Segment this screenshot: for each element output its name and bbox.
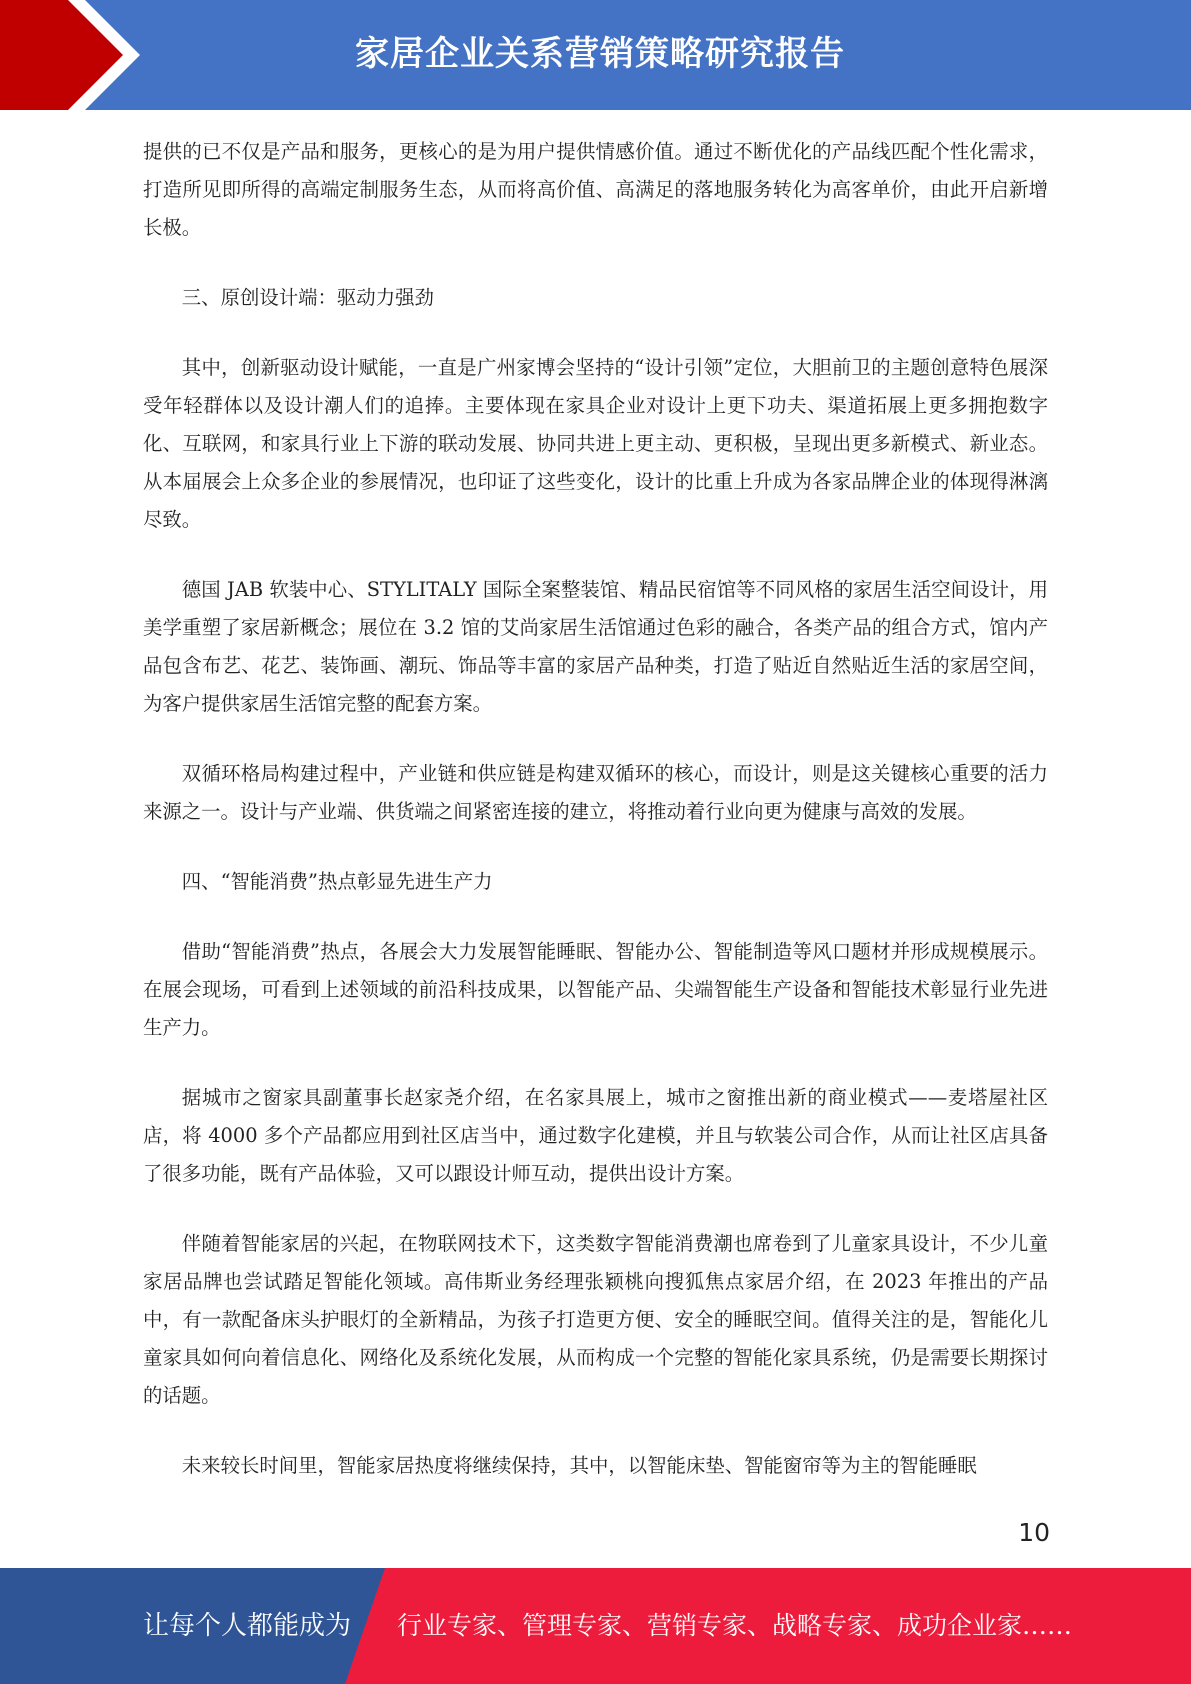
paragraph: 借助“智能消费”热点，各展会大力发展智能睡眠、智能办公、智能制造等风口题材并形成规模展示。在展会现场，可看到上述领域的前沿科技成果，以智能产品、尖端智能生产设备和智能技术彰显行业先进生产力。 <box>143 940 1048 1039</box>
paragraph: 德国 JAB 软装中心、STYLITALY 国际全案整装馆、精品民宿馆等不同风格的家居生活空间设计，用美学重塑了家居新概念；展位在 3.2 馆的艾尚家居生活馆通过色彩的融合，各类产品的组合方式，馆内产品包含布艺、花艺、装饰画、潮玩、饰品等丰富的家居产品种类，打造了贴近自然贴近生活的家居空间，为客户提供家居生活馆完整的配套方案。 <box>143 578 1048 715</box>
page-footer <box>0 1568 1191 1684</box>
document-body <box>143 133 1048 1517</box>
page-number: 10 <box>1018 1518 1050 1547</box>
footer-slogan-left: 让每个人都能成为 <box>143 1611 352 1641</box>
paragraph: 其中，创新驱动设计赋能，一直是广州家博会坚持的“设计引领”定位，大胆前卫的主题创意特色展深受年轻群体以及设计潮人们的追捧。主要体现在家具企业对设计上更下功夫、渠道拓展上更多拥抱数字化、互联网，和家具行业上下游的联动发展、协同共进上更主动、更积极，呈现出更多新模式、新业态。从本届展会上众多企业的参展情况，也印证了这些变化，设计的比重上升成为各家品牌企业的体现得淋漓尽致。 <box>143 356 1048 531</box>
header-arrow-decoration <box>0 0 160 110</box>
section-heading: 四、“智能消费”热点彰显先进生产力 <box>181 870 493 893</box>
paragraph: 未来较长时间里，智能家居热度将继续保持，其中，以智能床垫、智能窗帘等为主的智能睡眠 <box>181 1454 977 1477</box>
page-header <box>0 0 1191 110</box>
page-title: 家居企业关系营销策略研究报告 <box>355 34 845 74</box>
section-heading: 三、原创设计端：驱动力强劲 <box>181 286 434 309</box>
paragraph: 据城市之窗家具副董事长赵家尧介绍，在名家具展上，城市之窗推出新的商业模式——麦塔屋社区店，将 4000 多个产品都应用到社区店当中，通过数字化建模，并且与软装公司合作，从而让社区店具备了很多功能，既有产品体验，又可以跟设计师互动，提供出设计方案。 <box>143 1086 1048 1185</box>
paragraph: 伴随着智能家居的兴起，在物联网技术下，这类数字智能消费潮也席卷到了儿童家具设计，不少儿童家居品牌也尝试踏足智能化领域。高伟斯业务经理张颖桃向搜狐焦点家居介绍，在 2023 年推出的产品中，有一款配备床头护眼灯的全新精品，为孩子打造更方便、安全的睡眠空间。值得关注的是，智能化儿童家具如何向着信息化、网络化及系统化发展，从而构成一个完整的智能化家具系统，仍是需要长期探讨的话题。 <box>143 1232 1048 1407</box>
paragraph: 提供的已不仅是产品和服务，更核心的是为用户提供情感价值。通过不断优化的产品线匹配个性化需求，打造所见即所得的高端定制服务生态，从而将高价值、高满足的落地服务转化为高客单价，由此开启新增长极。 <box>143 140 1048 239</box>
paragraph: 双循环格局构建过程中，产业链和供应链是构建双循环的核心，而设计，则是这关键核心重要的活力来源之一。设计与产业端、供货端之间紧密连接的建立，将推动着行业向更为健康与高效的发展。 <box>143 762 1048 823</box>
footer-slogan-right: 行业专家、管理专家、营销专家、战略专家、成功企业家…… <box>397 1611 1073 1640</box>
